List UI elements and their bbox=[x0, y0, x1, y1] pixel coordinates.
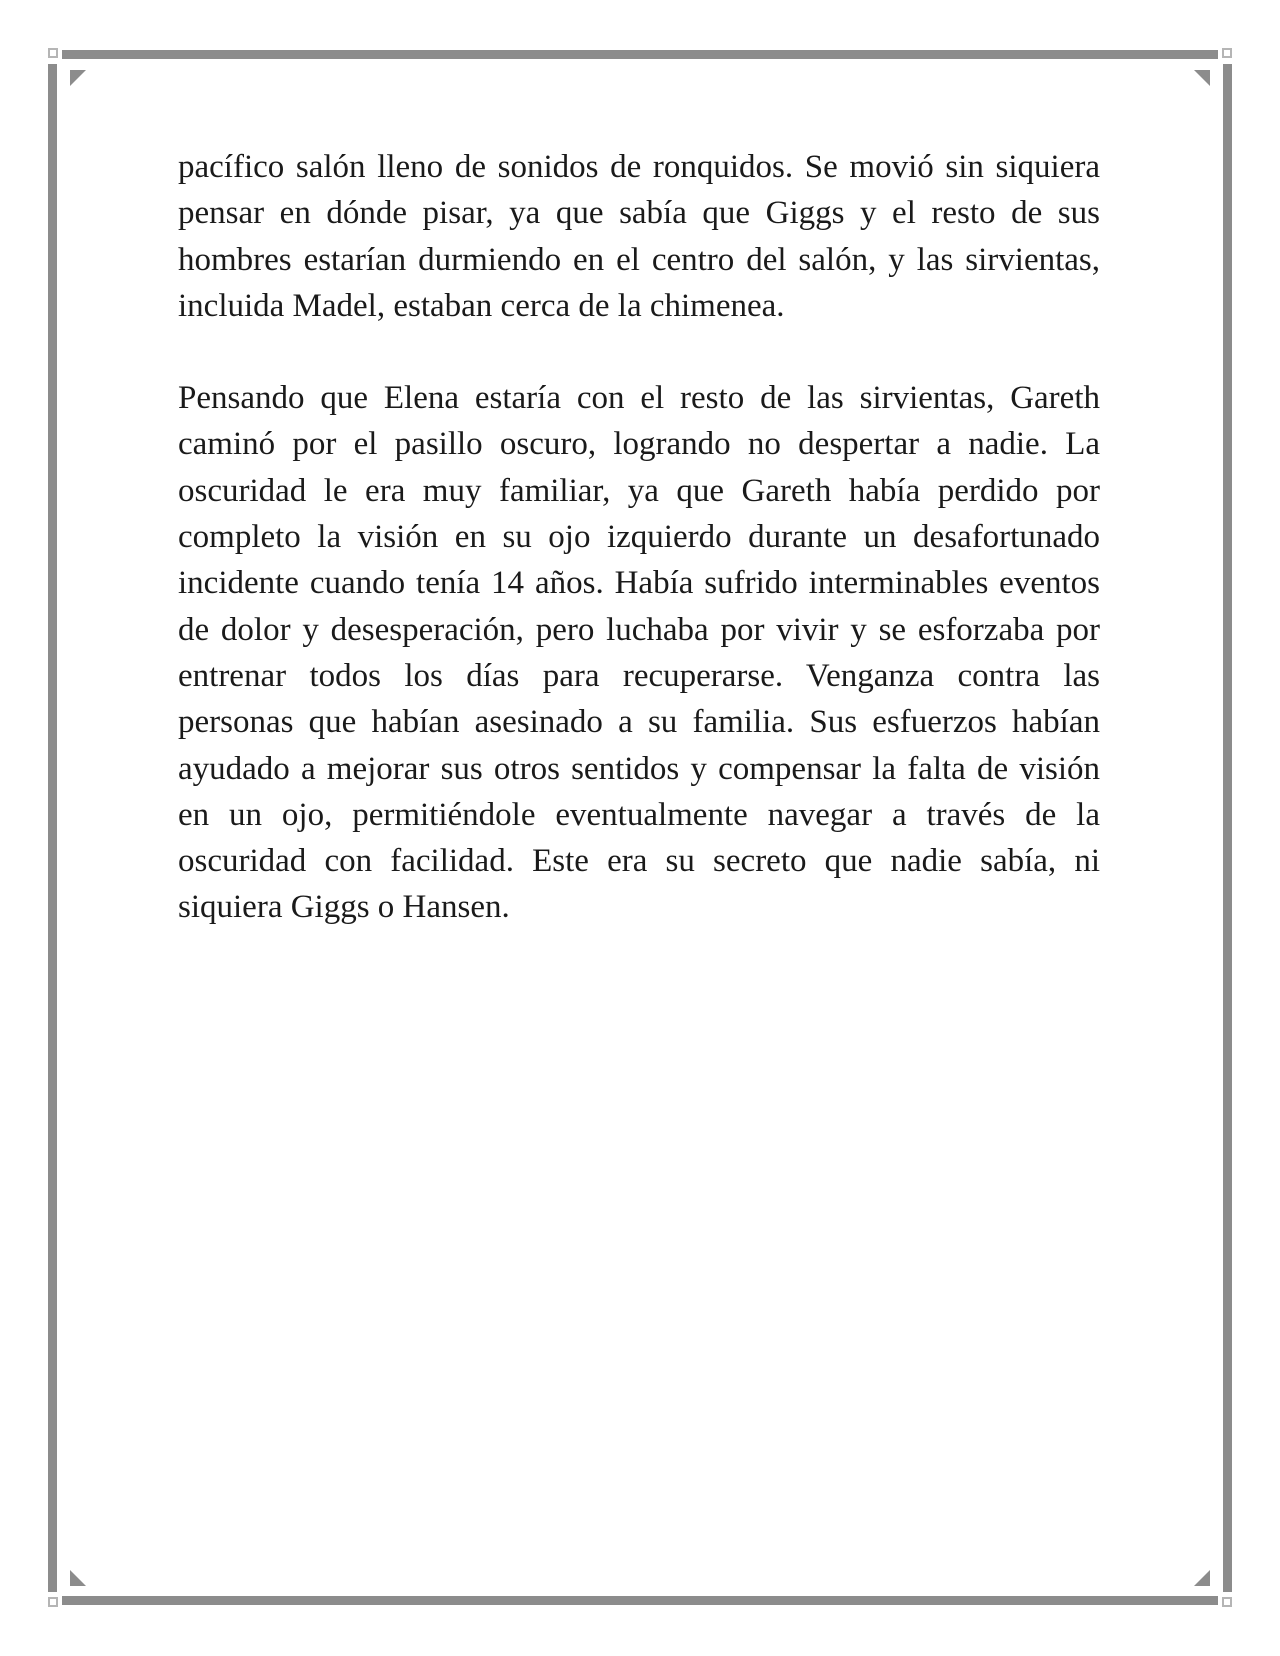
body-text bbox=[178, 144, 1100, 977]
corner-triangle-bottom-left-icon bbox=[70, 1570, 86, 1586]
frame-bottom-border bbox=[62, 1596, 1218, 1605]
frame-left-border bbox=[48, 64, 57, 1592]
frame-right-border bbox=[1223, 64, 1232, 1592]
corner-ornament-top-left bbox=[48, 48, 58, 58]
frame-top-border bbox=[62, 50, 1218, 59]
corner-triangle-bottom-right-icon bbox=[1194, 1570, 1210, 1586]
corner-ornament-top-right bbox=[1222, 48, 1232, 58]
corner-triangle-top-left-icon bbox=[70, 70, 86, 86]
corner-ornament-bottom-left bbox=[48, 1597, 58, 1607]
paragraph-2: Pensando que Elena estaría con el resto de las sirvientas, Gareth caminó por el pasillo oscuro, logrando no despertar a nadie. La oscuridad le era muy familiar, ya que Gareth había perdido por completo la visión en su ojo izquierdo durante un desafortunado incidente cuando tenía 14 años. Había sufrido interminables eventos de dolor y desesperación, pero luchaba por vivir y se esforzaba por entrenar todos los días para recuperarse. Venganza contra las personas que habían asesinado a su familia. Sus esfuerzos habían ayudado a mejorar sus otros sentidos y compensar la falta de visión en un ojo, permitiéndole eventualmente navegar a través de la oscuridad con facilidad. Este era su secreto que nadie sabía, ni siquiera Giggs o Hansen. bbox=[178, 380, 1100, 926]
corner-triangle-top-right-icon bbox=[1194, 70, 1210, 86]
corner-ornament-bottom-right bbox=[1222, 1597, 1232, 1607]
paragraph-1: pacífico salón lleno de sonidos de ronquidos. Se movió sin siquiera pensar en dónde pisar, ya que sabía que Giggs y el resto de sus hombres estarían durmiendo en el centro del salón, y las sirvientas, incluida Madel, estaban cerca de la chimenea. bbox=[178, 149, 1100, 324]
